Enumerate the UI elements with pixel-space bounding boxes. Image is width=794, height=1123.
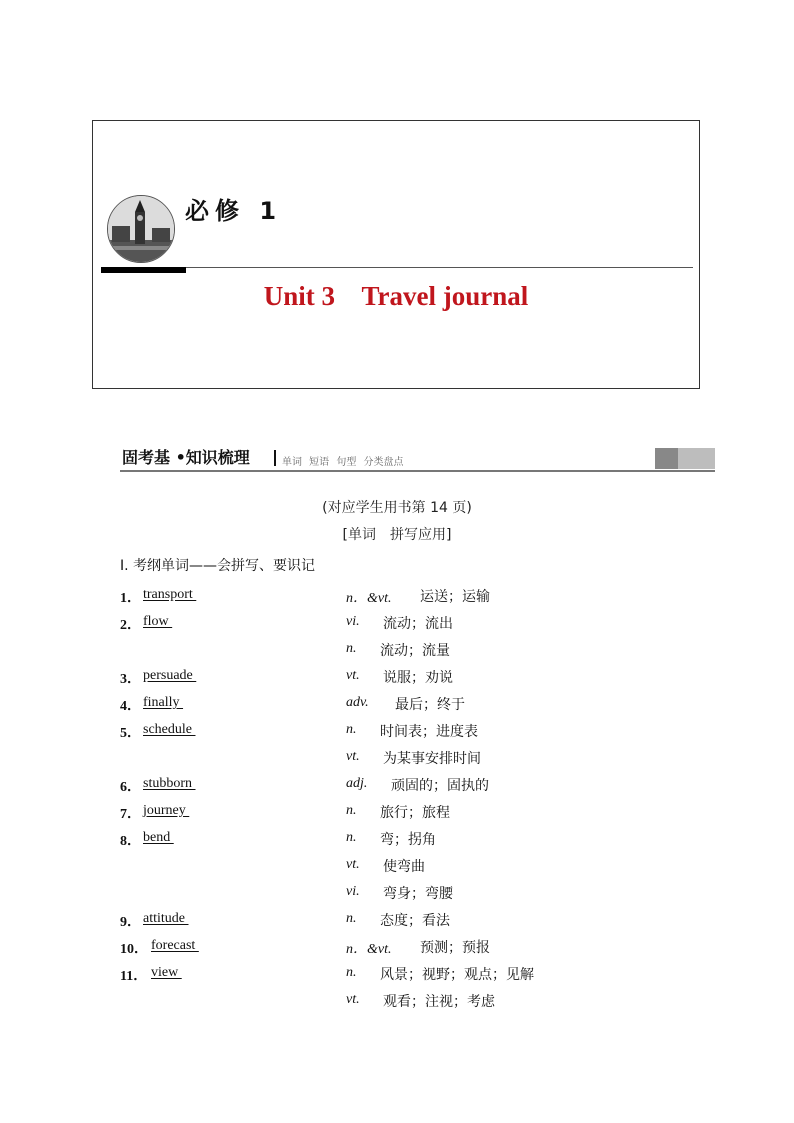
vocab-meaning: 预测；预报	[420, 940, 490, 956]
vocab-meaning: 观看；注视；考虑	[383, 994, 495, 1010]
vocab-row	[0, 745, 794, 772]
part-of-speech: adv.	[346, 695, 369, 710]
part-of-speech: n.	[346, 965, 357, 980]
vocab-word: bend	[143, 830, 174, 845]
vocab-meaning: 为某事安排时间	[383, 751, 481, 767]
vocab-word: journey	[143, 803, 190, 818]
part-of-speech: n.	[346, 803, 357, 818]
vocab-number: 1．	[120, 591, 141, 606]
big-ben-emblem-icon	[107, 195, 175, 263]
vocab-word: attitude	[143, 911, 189, 926]
vocab-meaning: 运送；运输	[420, 589, 490, 605]
vocab-row	[0, 610, 794, 637]
vocab-row	[0, 826, 794, 853]
vocab-word: persuade	[143, 668, 197, 683]
part-of-speech: n.	[346, 641, 357, 656]
part-of-speech: n.	[346, 722, 357, 737]
part-of-speech: n．&vt.	[346, 591, 392, 606]
vocab-row	[0, 961, 794, 988]
vocab-word: view	[151, 965, 182, 980]
vocab-meaning: 风景；视野；观点；见解	[380, 967, 534, 983]
section-block-dark	[655, 448, 678, 469]
vocab-meaning: 顽固的；固执的	[391, 778, 489, 794]
header-rule-thin	[101, 267, 693, 268]
part-of-speech: vt.	[346, 749, 360, 764]
section-underline	[120, 470, 715, 472]
vocab-row	[0, 934, 794, 961]
vocab-word: schedule	[143, 722, 196, 737]
part-heading: Ⅰ. 考纲单词——会拼写、要识记	[120, 558, 316, 574]
section-subtitle: 单词 短语 句型 分类盘点	[282, 457, 404, 468]
vocab-number: 3．	[120, 672, 141, 687]
section-divider	[274, 450, 276, 466]
part-of-speech: n．&vt.	[346, 942, 392, 957]
part-of-speech: vi.	[346, 884, 360, 899]
section-title: 固考基 •知识梳理	[122, 448, 250, 467]
vocab-number: 2．	[120, 618, 141, 633]
part-of-speech: n.	[346, 911, 357, 926]
vocab-number: 10．	[120, 942, 148, 957]
unit-name: Travel journal	[361, 281, 529, 311]
category-label: [单词 拼写应用]	[342, 527, 452, 543]
header-rule-thick	[101, 267, 186, 273]
vocab-meaning: 流动；流出	[383, 616, 453, 632]
vocab-meaning: 最后；终于	[395, 697, 465, 713]
chapter-title-box	[92, 120, 700, 389]
vocab-row	[0, 583, 794, 610]
part-of-speech: vt.	[346, 992, 360, 1007]
vocab-meaning: 态度；看法	[380, 913, 450, 929]
part-of-speech: n.	[346, 830, 357, 845]
part-of-speech: vi.	[346, 614, 360, 629]
vocab-word: forecast	[151, 938, 199, 953]
vocab-word: flow	[143, 614, 173, 629]
vocab-number: 7．	[120, 807, 141, 822]
vocab-meaning: 时间表；进度表	[380, 724, 478, 740]
section-bar	[120, 448, 715, 472]
vocab-meaning: 旅行；旅程	[380, 805, 450, 821]
vocab-meaning: 流动；流量	[380, 643, 450, 659]
vocab-number: 4．	[120, 699, 141, 714]
page-reference: (对应学生用书第 14 页)	[322, 500, 472, 516]
vocab-meaning: 说服；劝说	[383, 670, 453, 686]
vocab-row	[0, 880, 794, 907]
vocab-row	[0, 718, 794, 745]
vocab-number: 5．	[120, 726, 141, 741]
vocab-row	[0, 907, 794, 934]
part-of-speech: vt.	[346, 857, 360, 872]
vocab-meaning: 弯；拐角	[380, 832, 436, 848]
part-of-speech: adj.	[346, 776, 368, 791]
vocab-row	[0, 853, 794, 880]
unit-label: Unit 3	[263, 281, 335, 311]
vocab-number: 9．	[120, 915, 141, 930]
vocab-word: finally	[143, 695, 184, 710]
vocab-number: 8．	[120, 834, 141, 849]
vocab-number: 11．	[120, 969, 148, 984]
vocab-meaning: 使弯曲	[383, 859, 425, 875]
vocab-word: transport	[143, 587, 197, 602]
module-label: 必修 1	[185, 197, 283, 225]
vocab-row	[0, 691, 794, 718]
vocab-meaning: 弯身；弯腰	[383, 886, 453, 902]
vocab-row	[0, 988, 794, 1015]
vocab-number: 6．	[120, 780, 141, 795]
vocab-row	[0, 799, 794, 826]
vocab-row	[0, 637, 794, 664]
vocab-row	[0, 772, 794, 799]
unit-title	[93, 281, 699, 312]
section-block-light	[678, 448, 715, 469]
vocab-word: stubborn	[143, 776, 196, 791]
part-of-speech: vt.	[346, 668, 360, 683]
vocab-row	[0, 664, 794, 691]
